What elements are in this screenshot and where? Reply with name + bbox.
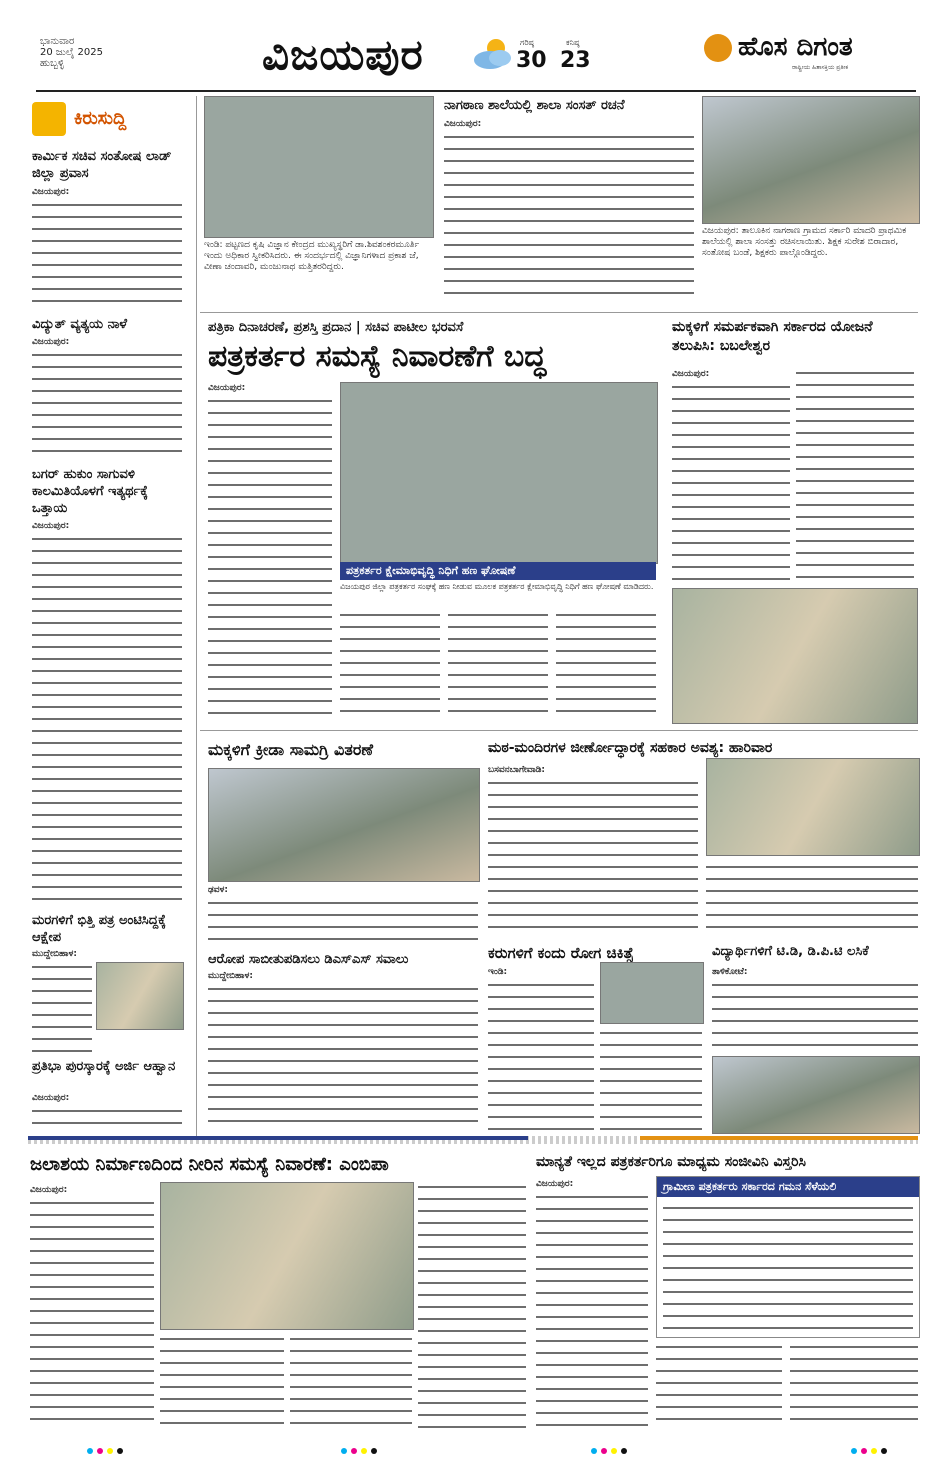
lead-photo-title: ಪತ್ರಕರ್ತರ ಕ್ಷೇಮಾಭಿವೃದ್ಧಿ ನಿಧಿಗೆ ಹಣ ಘೋಷಣೆ (346, 564, 516, 577)
temp-max: 30 (516, 48, 547, 73)
nagathana-headline: ನಾಗಠಾಣ ಶಾಲೆಯಲ್ಲಿ ಶಾಲಾ ಸಂಸತ್ ರಚನೆ (444, 98, 625, 113)
tree-posters-photo (96, 962, 184, 1030)
cattle-headline: ಕರುಗಳಿಗೆ ಕಂದು ರೋಗ ಚಿಕಿತ್ಸೆ (488, 944, 634, 962)
brief-headline-5: ಪ್ರತಿಭಾ ಪುರಸ್ಕಾರಕ್ಕೆ ಅರ್ಜಿ ಆಹ್ವಾನ (32, 1059, 176, 1074)
right-story (668, 316, 918, 726)
aropa-headline: ಆರೋಪ ಸಾಬೀತುಪಡಿಸಲು ಡಿಎಸ್‌ಎಸ್ ಸವಾಲು (208, 952, 409, 967)
temple-photo (706, 758, 920, 856)
brief-body-4 (32, 962, 92, 1052)
brief-headline-4: ಮರಗಳಿಗೆ ಭಿತ್ತಿ ಪತ್ರ ಅಂಟಿಸಿದ್ದಕ್ಕೆ ಆಕ್ಷೇಪ (32, 913, 166, 945)
megaphone-icon (32, 102, 66, 136)
temp-min-label: ಕನಿಷ್ಠ (566, 38, 580, 47)
supplement-tagline: ರಾಷ್ಟ್ರೀಯ ಹಿತಾಸಕ್ತಿಯ ಪ್ರತೀಕ (792, 64, 849, 71)
brief-dateline-5: ವಿಜಯಪುರ: (32, 1093, 70, 1103)
right-dateline: ವಿಜಯಪುರ: (672, 369, 710, 379)
water-dateline: ವಿಜಯಪುರ: (30, 1185, 68, 1195)
cattle-photo (600, 962, 704, 1024)
lead-kicker: ಪತ್ರಿಕಾ ದಿನಾಚರಣೆ, ಪ್ರಶಸ್ತಿ ಪ್ರದಾನ | ಸಚಿವ ಪಾಟೀಲ ಭರವಸೆ (208, 320, 464, 335)
vaccine-headline: ವಿದ್ಯಾರ್ಥಿಗಳಿಗೆ ಟಿ.ಡಿ, ಡಿ.ಪಿ.ಟಿ ಲಸಿಕೆ (712, 944, 869, 959)
lead-body-col3 (448, 610, 548, 720)
school-parliament-photo (702, 96, 920, 224)
water-photo (160, 1182, 414, 1330)
media-body-col2 (656, 1342, 782, 1428)
media-body-col1 (536, 1192, 648, 1428)
masthead-rule (36, 90, 916, 92)
brief-headline-2: ವಿದ್ಯುತ್ ವ್ಯತ್ಯಯ ನಾಳೆ (32, 317, 128, 332)
supplement-logo (700, 30, 910, 76)
lead-photo-title-bar (340, 562, 656, 580)
print-registration-marks-2 (340, 1440, 400, 1448)
media-box-title: ಗ್ರಾಮೀಣ ಪತ್ರಕರ್ತರು ಸರ್ಕಾರದ ಗಮನ ಸೆಳೆಯಲಿ (663, 1180, 837, 1193)
nagathana-body (444, 132, 694, 302)
brief-dateline-1: ವಿಜಯಪುರ: (32, 187, 70, 197)
brief-headline-3: ಬಗರ್ ಹುಕುಂ ಸಾಗುವಳಿ ಕಾಲಮಿತಿಯೊಳಗೆ ಇತ್ಯರ್ಥಕ್ಕೆ ಒತ್ತಾಯ (32, 467, 148, 516)
brief-body-3 (32, 534, 182, 900)
cattle-body-col2 (600, 1028, 702, 1130)
row-divider-1 (200, 312, 918, 313)
media-box-title-bar (657, 1177, 919, 1197)
media-body-col3 (790, 1342, 918, 1428)
temple-dateline: ಬಸವನಬಾಗೇವಾಡಿ: (488, 765, 546, 775)
weather-cloud-icon (470, 36, 516, 70)
temp-max-label: ಗರಿಷ್ಠ (520, 38, 534, 47)
cattle-dateline: ಇಂಡಿ: (488, 967, 508, 977)
temple-headline: ಮಠ-ಮಂದಿರಗಳ ಜೀರ್ಣೋದ್ಧಾರಕ್ಕೆ ಸಹಕಾರ ಅವಶ್ಯ: ಹಾರಿವಾರ (488, 740, 773, 756)
nagathana-dateline: ವಿಜಯಪುರ: (444, 119, 482, 129)
temp-min: 23 (560, 48, 591, 73)
masthead-date: 20 ಜುಲೈ 2025 (40, 47, 103, 58)
masthead-title: ವಿಜಯಪುರ (262, 30, 424, 79)
masthead-day: ಭಾನುವಾರ (40, 36, 75, 47)
vaccine-body (712, 980, 918, 1052)
print-registration-marks-4 (850, 1440, 910, 1448)
brief-body-5 (32, 1106, 182, 1132)
water-body-col2 (160, 1334, 284, 1428)
sports-photo (208, 768, 480, 882)
brief-dateline-4: ಮುದ್ದೇಬಿಹಾಳ: (32, 949, 77, 959)
cattle-body-col1 (488, 980, 594, 1130)
right-body-col2 (796, 368, 914, 582)
bottom-accent-orange (640, 1136, 918, 1140)
lead-dateline: ವಿಜಯಪುರ: (208, 383, 246, 393)
media-dateline: ವಿಜಯಪುರ: (536, 1179, 574, 1189)
supplement-logo-text: ಹೊಸ ದಿಗಂತ (738, 32, 853, 62)
column-divider (196, 96, 197, 1136)
vaccine-photo (712, 1056, 920, 1134)
lead-photo (340, 382, 658, 564)
lead-body-col1 (208, 396, 332, 716)
water-headline: ಜಲಾಶಯ ನಿರ್ಮಾಣದಿಂದ ನೀರಿನ ಸಮಸ್ಯೆ ನಿವಾರಣೆ: ಎಂಬಿಪಾ (30, 1154, 389, 1175)
masthead (0, 0, 945, 92)
kirusuddi-label: ಕಿರುಸುದ್ದಿ (74, 108, 127, 129)
vaccine-dateline: ತಾಳಿಕೋಟೆ: (712, 967, 748, 977)
supplement-emblem-icon (704, 34, 732, 62)
kirusuddi-column (26, 96, 190, 1136)
brief-body-1 (32, 200, 182, 306)
temple-body-col2 (706, 862, 918, 938)
lead-body-col4 (556, 610, 656, 720)
aropa-dateline: ಮುದ್ದೇಬಿಹಾಳ: (208, 971, 253, 981)
kvk-photo (204, 96, 434, 238)
sports-dateline: ಢವಳ: (208, 885, 228, 895)
media-box-body (663, 1203, 913, 1331)
water-body-col3 (290, 1334, 412, 1428)
brief-dateline-3: ವಿಜಯಪುರ: (32, 521, 70, 531)
kvk-caption: ಇಂಡಿ: ಪಟ್ಟಣದ ಕೃಷಿ ವಿಜ್ಞಾನ ಕೇಂದ್ರದ ಮುಖ್ಯಸ್ಥರಿಗೆ ಡಾ.ಶಿವಶಂಕರಮೂರ್ತಿ ಇಂದು ಅಧಿಕಾರ ಸ್ವೀಕರಿಸಿದರು. ಈ ಸಂದರ್ಭದಲ್ಲಿ ವಿಜ್ಞಾನಿಗಳಾದ ಪ್ರಕಾಶ ಜೆ, ವೀಣಾ ಚಂದಾವರಿ, ಮಂಜುನಾಥ ಮತ್ತಿತರರಿದ್ದರು. (204, 240, 432, 290)
water-body-col1 (30, 1198, 154, 1428)
brief-dateline-2: ವಿಜಯಪುರ: (32, 337, 70, 347)
row-divider-2 (200, 730, 918, 731)
brief-body-2 (32, 350, 182, 456)
media-box (656, 1176, 920, 1338)
water-body-col4 (418, 1182, 526, 1428)
kirusuddi-badge (32, 102, 184, 138)
lead-story (200, 316, 660, 726)
lead-photo-caption: ವಿಜಯಪುರ ಜಿಲ್ಲಾ ಪತ್ರಕರ್ತರ ಸಂಘಕ್ಕೆ ಹಣ ನೀಡುವ ಮೂಲಕ ಪತ್ರಕರ್ತರ ಕ್ಷೇಮಾಭಿವೃದ್ಧಿ ನಿಧಿಗೆ ಹಣ ಘೋಷಣೆ ಮಾಡಿದರು. (340, 582, 656, 606)
bottom-accent-blue (28, 1136, 528, 1140)
print-registration-marks (86, 1440, 146, 1448)
sports-body (208, 898, 478, 948)
lead-body-col2 (340, 610, 440, 720)
masthead-city: ಹುಬ್ಬಳ್ಳಿ (40, 58, 65, 69)
temple-body-col1 (488, 778, 698, 938)
right-body-col1 (672, 382, 790, 582)
lead-headline: ಪತ್ರಕರ್ತರ ಸಮಸ್ಯೆ ನಿವಾರಣೆಗೆ ಬದ್ಧ (208, 339, 547, 374)
masthead-date-block (40, 36, 160, 69)
anganwadi-photo (672, 588, 918, 724)
school-parliament-caption: ವಿಜಯಪುರ: ತಾಲೂಕಿನ ನಾಗಠಾಣ ಗ್ರಾಮದ ಸರ್ಕಾರಿ ಮಾದರಿ ಪ್ರಾಥಮಿಕ ಶಾಲೆಯಲ್ಲಿ ಶಾಲಾ ಸಂಸತ್ತು ರಚಿಸಲಾಯಿತು. ಶಿಕ್ಷಕ ಸುರೇಶ ಬಿರಾದಾರ, ಸಂತೋಷ ಬಂಡೆ, ಶಿಕ್ಷಕರು ಪಾಲ್ಗೊಂಡಿದ್ದರು. (702, 226, 918, 306)
aropa-body (208, 984, 478, 1130)
right-headline: ಮಕ್ಕಳಿಗೆ ಸಮರ್ಪಕವಾಗಿ ಸರ್ಕಾರದ ಯೋಜನೆ ತಲುಪಿಸಿ: ಬಬಲೇಶ್ವರ (672, 319, 873, 354)
sports-headline: ಮಕ್ಕಳಿಗೆ ಕ್ರೀಡಾ ಸಾಮಗ್ರಿ ವಿತರಣೆ (208, 740, 373, 759)
media-headline: ಮಾನ್ಯತೆ ಇಲ್ಲದ ಪತ್ರಕರ್ತರಿಗೂ ಮಾಧ್ಯಮ ಸಂಜೀವಿನಿ ವಿಸ್ತರಿಸಿ (536, 1154, 806, 1170)
print-registration-marks-3 (590, 1440, 650, 1448)
brief-headline-1: ಕಾರ್ಮಿಕ ಸಚಿವ ಸಂತೋಷ ಲಾಡ್ ಜಿಲ್ಲಾ ಪ್ರವಾಸ (32, 149, 172, 181)
